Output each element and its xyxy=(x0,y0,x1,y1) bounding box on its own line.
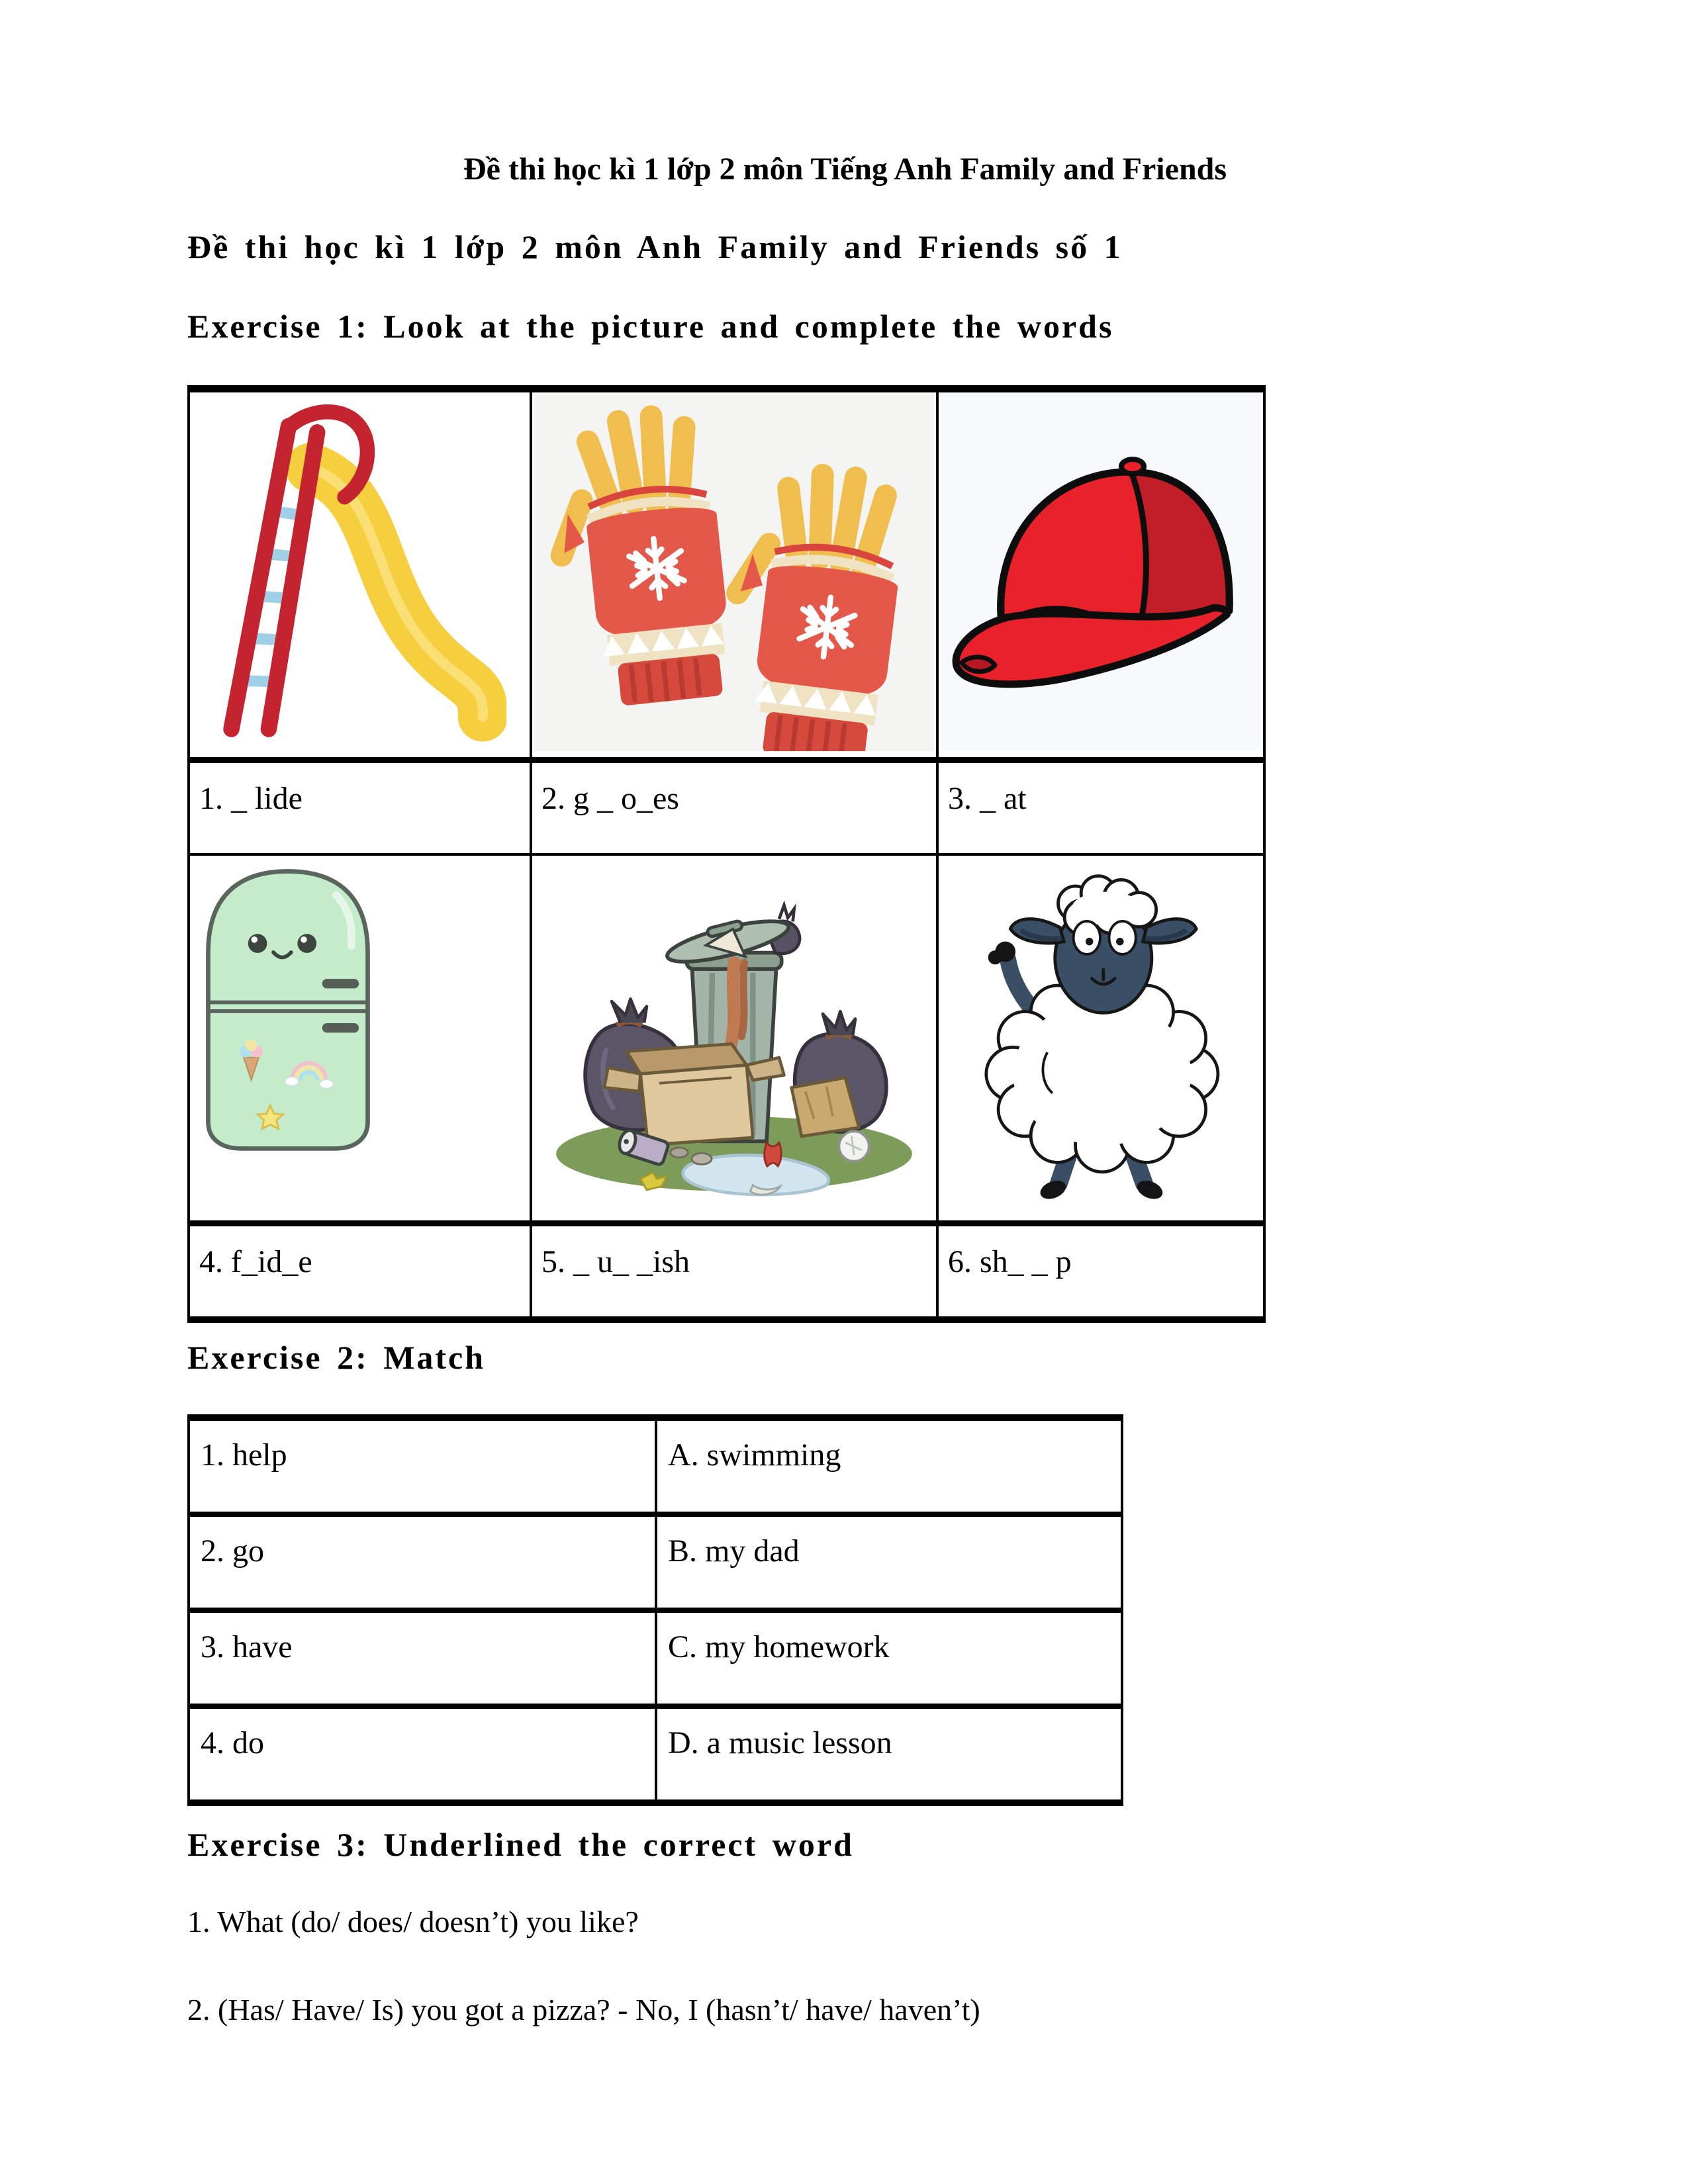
apple-core xyxy=(765,1143,782,1167)
exercise3-question: 1. What (do/ does/ doesn’t) you like? xyxy=(187,1905,639,1939)
fridge-illustration xyxy=(199,864,377,1155)
word-label: 3. _ at xyxy=(937,760,1264,855)
match-left: 1. help xyxy=(189,1418,656,1514)
exercise2-match-table xyxy=(187,1414,1123,1806)
word-label: 1. _ lide xyxy=(189,760,531,855)
word-label: 6. sh_ _ p xyxy=(937,1224,1264,1320)
match-right: B. my dad xyxy=(656,1514,1122,1610)
cap-picture-cell xyxy=(937,389,1264,760)
sheep-picture-cell xyxy=(937,854,1264,1224)
match-right: C. my homework xyxy=(656,1610,1122,1706)
slide-illustration xyxy=(195,396,506,754)
gloves-illustration xyxy=(534,394,934,751)
label-row xyxy=(189,1224,1264,1320)
fridge-picture-cell xyxy=(189,854,531,1224)
word-label: 5. _ u_ _ish xyxy=(531,1224,937,1320)
gloves-picture-cell xyxy=(531,389,937,760)
exercise1-table xyxy=(187,385,1266,1323)
match-row xyxy=(189,1418,1122,1514)
match-left: 3. have xyxy=(189,1610,656,1706)
page-title: Đề thi học kì 1 lớp 2 môn Tiếng Anh Family and Friends xyxy=(463,152,1227,187)
match-right: A. swimming xyxy=(656,1418,1122,1514)
picture-row xyxy=(189,389,1264,760)
exercise3-heading: Exercise 3: Underlined the correct word xyxy=(187,1825,854,1863)
label-row xyxy=(189,760,1264,855)
match-row xyxy=(189,1514,1122,1610)
word-label: 4. f_id_e xyxy=(189,1224,531,1320)
cap-illustration xyxy=(941,392,1261,750)
word-label: 2. g _ o_es xyxy=(531,760,937,855)
match-row xyxy=(189,1706,1122,1803)
exercise3-question: 2. (Has/ Have/ Is) you got a pizza? - No, I (hasn’t/ have/ haven’t) xyxy=(187,1993,980,2027)
match-right: D. a music lesson xyxy=(656,1706,1122,1803)
exercise2-heading: Exercise 2: Match xyxy=(187,1339,486,1377)
picture-row xyxy=(189,854,1264,1224)
document-subtitle: Đề thi học kì 1 lớp 2 môn Anh Family and Friends số 1 xyxy=(187,228,1123,266)
exercise1-heading: Exercise 1: Look at the picture and complete the words xyxy=(187,307,1114,345)
sheep-illustration xyxy=(951,860,1250,1212)
rubbish-illustration xyxy=(547,861,921,1212)
match-row xyxy=(189,1610,1122,1706)
rubbish-picture-cell xyxy=(531,854,937,1224)
paper-bag xyxy=(792,1077,859,1136)
match-left: 2. go xyxy=(189,1514,656,1610)
slide-picture-cell xyxy=(189,389,531,760)
match-left: 4. do xyxy=(189,1706,656,1803)
